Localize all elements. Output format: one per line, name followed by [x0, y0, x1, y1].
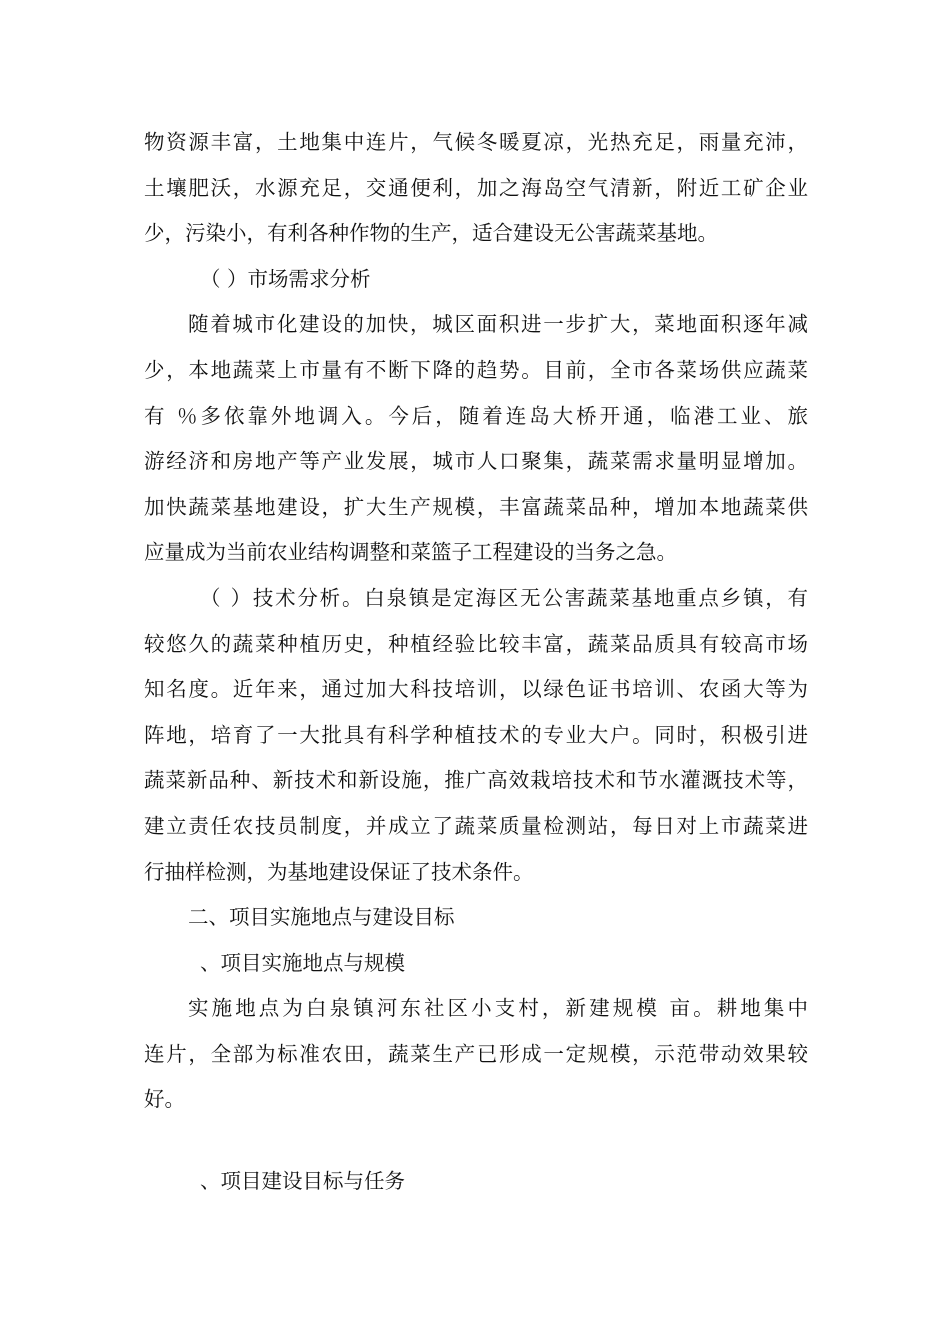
body-line: 游经济和房地产等产业发展，城市人口聚集，蔬菜需求量明显增加。: [144, 449, 808, 474]
body-line: 少，本地蔬菜上市量有不断下降的趋势。目前，全市各菜场供应蔬菜: [144, 357, 808, 382]
document-body: [144, 120, 808, 1204]
subsection-heading-goals: 、项目建设目标与任务: [200, 1168, 405, 1193]
body-line: 少，污染小，有利各种作物的生产，适合建设无公害蔬菜基地。: [144, 221, 718, 246]
body-line: 实施地点为白泉镇河东社区小支村，新建规模 亩。耕地集中: [188, 996, 808, 1021]
chapter-heading: 二、项目实施地点与建设目标: [188, 905, 455, 930]
body-line: 加快蔬菜基地建设，扩大生产规模，丰富蔬菜品种，增加本地蔬菜供: [144, 494, 808, 519]
body-line: 建立责任农技员制度，并成立了蔬菜质量检测站，每日对上市蔬菜进: [144, 813, 808, 838]
body-line: 好。: [144, 1087, 185, 1112]
body-line: 随着城市化建设的加快，城区面积进一步扩大，菜地面积逐年减: [188, 312, 808, 337]
body-line: 土壤肥沃，水源充足，交通便利，加之海岛空气清新，附近工矿企业: [144, 175, 808, 200]
body-line: 较悠久的蔬菜种植历史，种植经验比较丰富，蔬菜品质具有较高市场: [144, 631, 808, 656]
body-line: 蔬菜新品种、新技术和新设施，推广高效栽培技术和节水灌溉技术等，: [144, 768, 808, 793]
body-line: 有 ％多依靠外地调入。今后，随着连岛大桥开通，临港工业、旅: [144, 403, 808, 428]
subsection-heading-location: 、项目实施地点与规模: [200, 950, 405, 975]
section-heading-technical-analysis: （ ）技术分析。白泉镇是定海区无公害蔬菜基地重点乡镇，有: [200, 585, 808, 610]
body-line: 应量成为当前农业结构调整和菜篮子工程建设的当务之急。: [144, 540, 677, 565]
body-line: 知名度。近年来，通过加大科技培训，以绿色证书培训、农函大等为: [144, 677, 808, 702]
body-line: 阵地，培育了一大批具有科学种植技术的专业大户。同时，积极引进: [144, 722, 808, 747]
body-line: 连片，全部为标准农田，蔬菜生产已形成一定规模，示范带动效果较: [144, 1041, 808, 1066]
body-line: 物资源丰富，土地集中连片，气候冬暖夏凉，光热充足，雨量充沛，: [144, 130, 808, 154]
section-heading-market-demand: （ ）市场需求分析: [200, 266, 371, 291]
body-line: 行抽样检测，为基地建设保证了技术条件。: [144, 859, 534, 884]
